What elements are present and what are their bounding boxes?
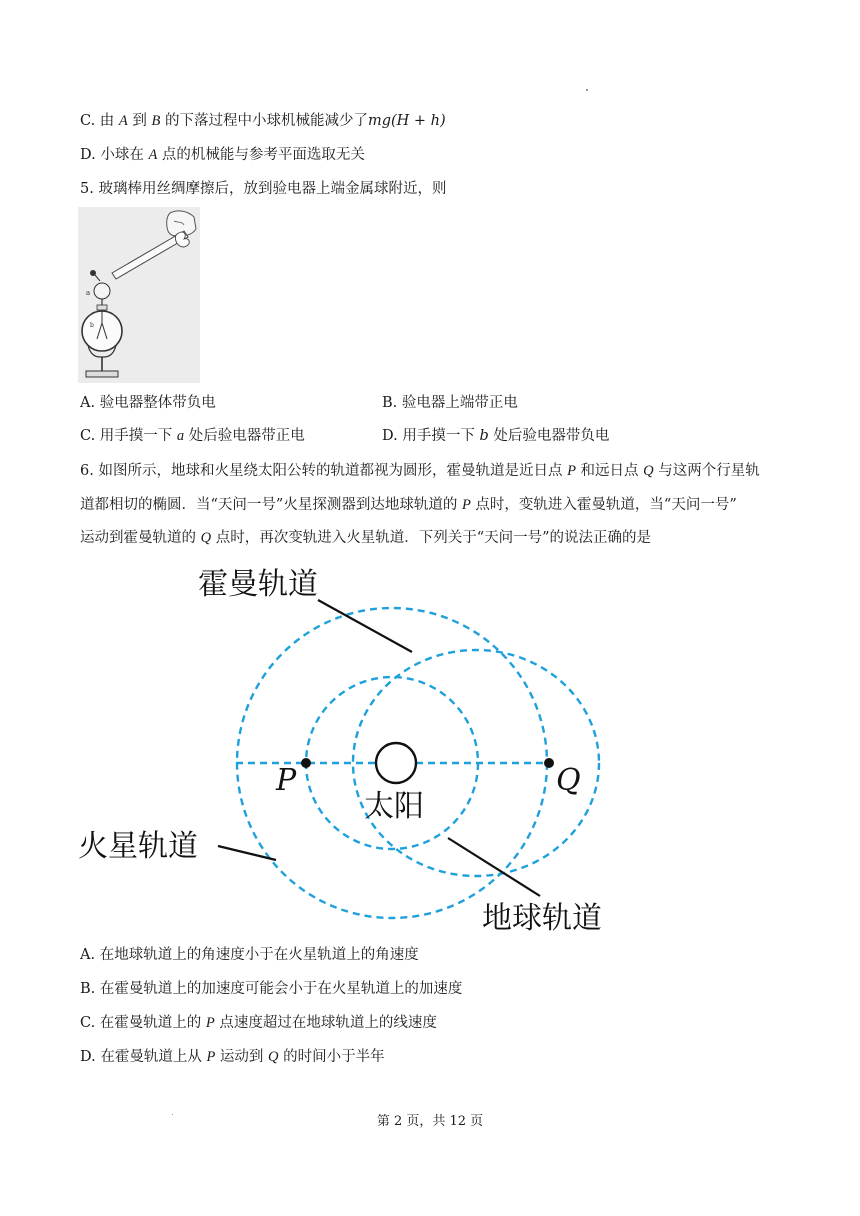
q6-option-d[interactable]: D. 在霍曼轨道上从 P 运动到 Q 的时间小于半年 [80, 1049, 385, 1065]
q5-option-d[interactable]: D. 用手摸一下 b 处后验电器带负电 [382, 428, 610, 444]
label-q: Q [556, 763, 581, 798]
q6-option-c[interactable]: C. 在霍曼轨道上的 P 点速度超过在地球轨道上的线速度 [80, 1015, 437, 1031]
label-earth: 地球轨道 [482, 901, 602, 936]
formula-mgHh: mg(H + h) [367, 113, 446, 129]
q6-option-a[interactable]: A. 在地球轨道上的角速度小于在火星轨道上的角速度 [80, 947, 419, 963]
label-b: b [90, 322, 94, 329]
electroscope-figure [78, 207, 200, 383]
q5-option-c[interactable]: C. 用手摸一下 a 处后验电器带正电 [80, 428, 305, 444]
q6-option-b[interactable]: B. 在霍曼轨道上的加速度可能会小于在火星轨道上的加速度 [80, 981, 463, 997]
point-p [301, 758, 311, 768]
q5-stem: 5. 玻璃棒用丝绸摩擦后，放到验电器上端金属球附近，则 [80, 181, 447, 197]
page-footer: 第 2 页，共 12 页 [376, 1114, 484, 1129]
scan-dot [586, 89, 588, 91]
label-sun: 太阳 [364, 789, 424, 824]
label-hohmann: 霍曼轨道 [198, 567, 318, 602]
q6-stem-line-3: 运动到霍曼轨道的 Q 点时，再次变轨进入火星轨道．下列关于“天问一号”的说法正确的是 [80, 530, 652, 546]
q5-option-a[interactable]: A. 验电器整体带负电 [80, 395, 216, 411]
q6-stem-line-2: 道都相切的椭圆．当“天问一号”火星探测器到达地球轨道的 P 点时，变轨进入霍曼轨道，当“天问一号” [80, 497, 737, 513]
orbit-diagram [70, 560, 630, 940]
label-a: a [86, 289, 91, 297]
label-p: P [276, 763, 297, 798]
q6-stem-line-1: 6. 如图所示，地球和火星绕太阳公转的轨道都视为圆形，霍曼轨道是近日点 P 和远日点 Q 与这两个行星轨 [80, 463, 760, 479]
point-q [544, 758, 554, 768]
q5-option-b[interactable]: B. 验电器上端带正电 [382, 395, 518, 411]
mars-leader [218, 846, 276, 860]
label-mars: 火星轨道 [78, 829, 198, 864]
q4-option-d[interactable]: D. 小球在 A 点的机械能与参考平面选取无关 [80, 147, 365, 163]
sun-circle [376, 743, 416, 783]
q4-option-c[interactable]: C. 由 A 到 B 的下落过程中小球机械能减少了mg(H + h) [80, 113, 446, 129]
